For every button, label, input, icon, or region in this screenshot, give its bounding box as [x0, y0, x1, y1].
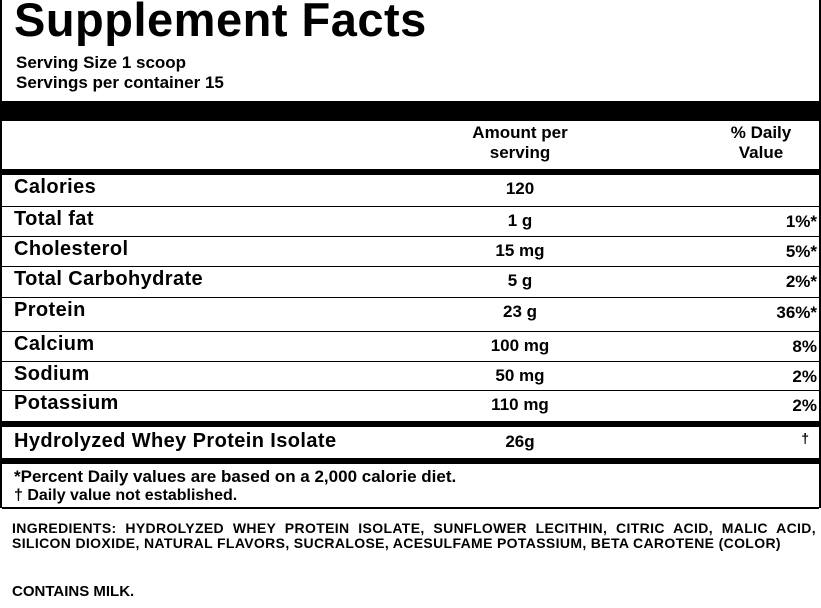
nutrient-row: [2, 238, 819, 264]
nutrient-row: [2, 268, 819, 294]
allergen-statement: CONTAINS MILK.: [12, 583, 135, 600]
dv-header-line1: % Daily: [730, 123, 792, 142]
nutrient-name: Calcium: [14, 333, 95, 355]
nutrient-name: Total fat: [14, 208, 94, 230]
nutrient-daily-value: 5%*: [785, 242, 817, 261]
row-divider: [2, 361, 819, 362]
ingredients-list: INGREDIENTS: HYDROLYZED WHEY PROTEIN ISOLATE, SUNFLOWER LECITHIN, CITRIC ACID, MALIC ACID, SILICON DIOXIDE, NATURAL FLAVORS, SUCRALOSE, ACESULFAME POTASSIUM, BETA CAROTENE (COLOR): [12, 520, 816, 551]
row-divider: [2, 206, 819, 207]
nutrient-amount: 1 g: [507, 211, 533, 230]
special-ingredient-name: Hydrolyzed Whey Protein Isolate: [14, 430, 337, 452]
nutrient-daily-value: 2%: [792, 396, 817, 415]
nutrient-daily-value: 2%*: [785, 272, 817, 291]
footnote-divider: [2, 458, 819, 464]
row-divider: [2, 236, 819, 237]
nutrient-name: Potassium: [14, 392, 119, 414]
special-ingredient-dv: †: [801, 430, 809, 446]
amount-column-header: [440, 123, 600, 163]
row-divider: [2, 331, 819, 332]
row-divider: [2, 390, 819, 391]
serving-size: Serving Size 1 scoop: [16, 53, 187, 72]
nutrient-row: [2, 176, 819, 202]
nutrient-amount: 100 mg: [490, 336, 550, 355]
nutrient-daily-value: 36%*: [776, 303, 817, 322]
daily-value-column-header: [702, 123, 820, 163]
row-divider: [2, 297, 819, 298]
nutrient-row: [2, 392, 819, 418]
nutrient-amount: 5 g: [507, 271, 533, 290]
servings-per-container: Servings per container 15: [16, 73, 224, 92]
nutrient-amount: 15 mg: [495, 241, 545, 260]
nutrient-row: [2, 299, 819, 325]
nutrient-amount: 50 mg: [495, 366, 545, 385]
nutrient-amount: 110 mg: [491, 395, 549, 414]
nutrient-daily-value: 8%: [792, 337, 817, 356]
amount-header-line2: serving: [489, 143, 551, 163]
nutrient-row: [2, 208, 819, 234]
not-established-footnote: † Daily value not established.: [14, 487, 238, 504]
nutrient-name: Total Carbohydrate: [14, 268, 204, 290]
nutrient-daily-value: 1%*: [785, 212, 817, 231]
nutrient-row: [2, 333, 819, 359]
nutrient-row: [2, 363, 819, 389]
panel-bottom-border: [2, 507, 819, 509]
nutrient-daily-value: 2%: [792, 367, 817, 386]
nutrient-amount: 120: [505, 179, 535, 198]
percent-dv-footnote: *Percent Daily values are based on a 2,000 calorie diet.: [14, 467, 457, 486]
nutrient-name: Protein: [14, 299, 86, 321]
nutrient-name: Cholesterol: [14, 238, 129, 260]
panel-title: Supplement Facts: [14, 0, 427, 46]
dv-header-line2: Value: [738, 143, 784, 163]
header-divider: [2, 169, 819, 175]
special-ingredient-amount: 26g: [505, 432, 535, 451]
row-divider: [2, 266, 819, 267]
nutrient-amount: 23 g: [502, 302, 538, 321]
amount-header-line1: Amount per: [472, 123, 568, 142]
nutrient-name: Calories: [14, 176, 97, 198]
special-ingredient-row: [2, 430, 819, 456]
nutrient-name: Sodium: [14, 363, 90, 385]
ingredient-divider: [2, 421, 819, 427]
thick-divider: [2, 101, 819, 121]
